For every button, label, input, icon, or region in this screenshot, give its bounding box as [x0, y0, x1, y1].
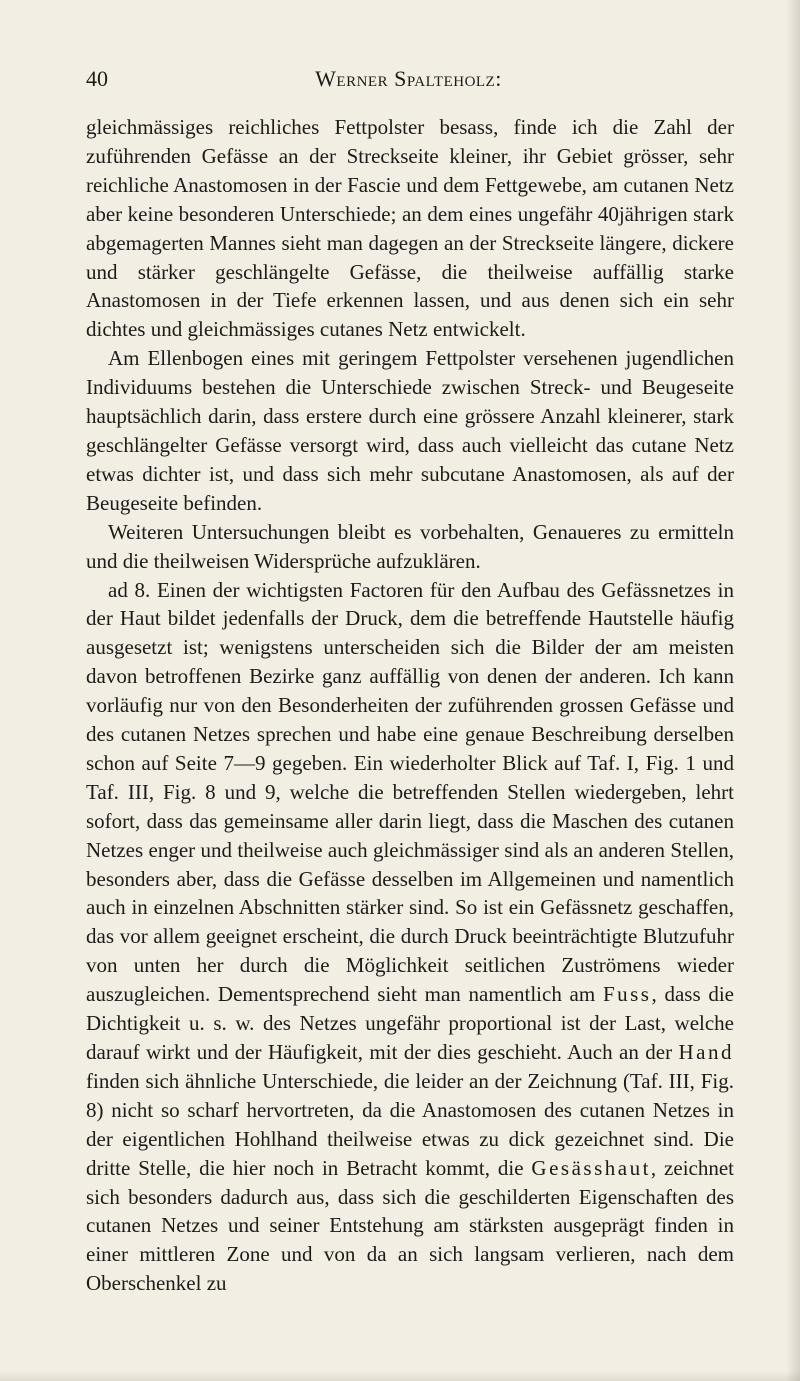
paragraph-ellenbogen: Am Ellenbogen eines mit geringem Fettpolster versehenen jugendlichen Individuums bestehen die Unterschiede zwischen Streck- und Beugeseite hauptsächlich darin, dass erstere durch eine grössere Anzahl kleinerer, stark geschlängelter Gefässe versorgt wird, dass auch vielleicht das cutane Netz etwas dichter ist, und dass sich mehr subcutane Anastomosen, als auf der Beugeseite befinden. — [86, 346, 734, 515]
body-text — [86, 113, 734, 1298]
paragraph-text-segment: , zeichnet sich besonders dadurch aus, dass sich die geschilderten Eigenschaften des cutanen Netzes und seiner Entstehung am stärksten ausgeprägt finden in einer mittleren Zone und von da an sich langsam verlieren, nach dem Oberschenkel zu — [86, 1155, 735, 1296]
page-number: 40 — [86, 66, 108, 91]
page-bottom-shading — [0, 1371, 800, 1381]
running-head — [86, 66, 731, 96]
emphasis-gesaesshaut: Gesässhaut — [531, 1155, 651, 1180]
paragraph-text-segment: finden sich ähnliche Unterschiede, die leider an der Zeichnung (Taf. III, Fig. 8) nicht so scharf hervortreten, da die Anastomosen des cutanen Netzes in der eigentlichen Hohlhand theilweise etwas zu dick gezeichnet sind. Die dritte Stelle, die hier noch in Betracht kommt, die — [86, 1068, 734, 1180]
page-edge-shadow — [786, 0, 800, 1381]
emphasis-hand: Hand — [678, 1040, 734, 1064]
paragraph-text-segment: , dass die Dichtigkeit u. s. w. des Netzes ungefähr proportional ist der Last, welche darauf wirkt und der Häufigkeit, mit der dies geschieht. Auch an der — [86, 982, 734, 1064]
paragraph-untersuchungen: Weiteren Untersuchungen bleibt es vorbehalten, Genaueres zu ermitteln und die theilweisen Widersprüche aufzuklären. — [86, 519, 734, 573]
paragraph-ad-8 — [86, 576, 734, 1299]
emphasis-fuss: Fuss — [602, 982, 652, 1007]
paragraph-continued: gleichmässiges reichliches Fettpolster besass, finde ich die Zahl der zuführenden Gefässe an der Streckseite kleiner, ihr Gebiet grösser, sehr reichliche Anastomosen in der Fascie und dem Fettgewebe, am cutanen Netz aber keine besonderen Unterschiede; an dem eines ungefähr 40jährigen stark abgemagerten Mannes sieht man dagegen an der Streckseite längere, dickere und stärker geschlängelte Gefässe, die theilweise auffällig starke Anastomosen in der Tiefe erkennen lassen, und aus denen sich ein sehr dichtes und gleichmässiges cutanes Netz entwickelt. — [86, 115, 734, 342]
paragraph-text-segment: ad 8. Einen der wichtigsten Factoren für den Aufbau des Gefässnetzes in der Haut bildet jedenfalls der Druck, dem die betreffende Hautstelle häufig ausgesetzt ist; wenigstens unterscheiden sich die Bilder der am meisten davon betroffenen Bezirke ganz auffällig von denen der anderen. Ich kann vorläufig nur von den Besonderheiten der zuführenden grossen Gefässe und des cutanen Netzes sprechen und habe eine genaue Beschreibung derselben schon auf Seite 7—9 gegeben. Ein wiederholter Blick auf Taf. I, Fig. 1 und Taf. III, Fig. 8 und 9, welche die betreffenden Stellen wiedergeben, lehrt sofort, dass das gemeinsame aller darin liegt, dass die Maschen des cutanen Netzes enger und theilweise auch gleichmässiger sind als an anderen Stellen, besonders aber, dass die Gefässe desselben im Allgemeinen und namentlich auch in einzelnen Abschnitten stärker sind. So ist ein Gefässnetz geschaffen, das vor allem geeignet erscheint, die durch Druck beeinträchtigte Blutzufuhr von unten her durch die Möglichkeit seitlichen Zuströmens wieder auszugleichen. Dementsprechend sieht man namentlich am — [86, 577, 734, 1007]
running-title: Werner Spalteholz: — [315, 66, 502, 91]
